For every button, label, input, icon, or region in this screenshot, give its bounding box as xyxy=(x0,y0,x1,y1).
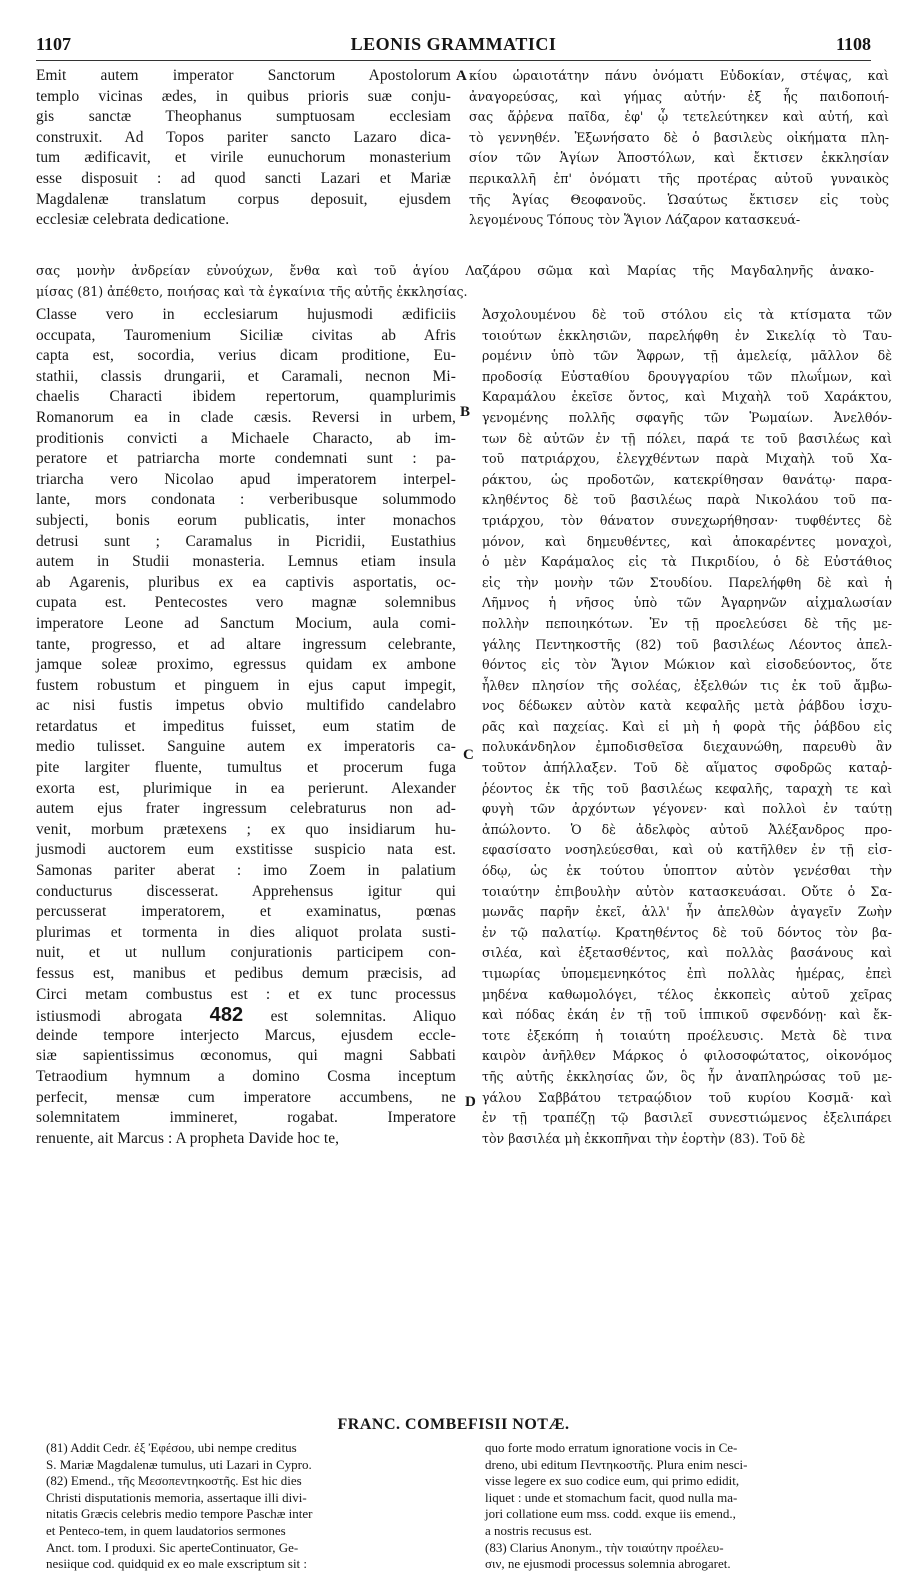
text-line: retardatus et impeditus fuisset, eum statim de xyxy=(36,717,456,735)
text-line: ὁ μὲν Καράμαλος εἰς τὰ Πικριδίου, ὁ δὲ Εὐστάθιος xyxy=(482,554,892,570)
text-line: Tetraodium hymnum a domino Cosma inceptum xyxy=(36,1067,456,1085)
text-line: tante, progresso, et ad altare ingressum celebrante, xyxy=(36,635,456,653)
text-line: tum ædificavit, et virile eunuchorum monasterium xyxy=(36,149,451,167)
text-line: τοιούτων ἐκκλησιῶν, παρελήφθη ἐν Σικελίᾳ τὸ Ταυ- xyxy=(482,327,892,343)
text-line: τοτε ἐξεκόπη ἡ τοιαύτη προέλευσις. Μετὰ δὲ τινα xyxy=(482,1027,892,1043)
text-line: ἦλθεν πλησίον τῆς σολέας, ἐξελθών τις ἐκ τοῦ ἄμβω- xyxy=(482,677,892,693)
text-line: πολλὴν πεποιηκότων. Ἐν τῇ προελεύσει δὲ τῆς με- xyxy=(482,615,892,631)
text-line: imperatore Leone ad Sanctum Mocium, aula comi- xyxy=(36,614,456,632)
text-line: venit, morbum prætexens ; ex quo insidiarum hu- xyxy=(36,820,456,838)
greek-column-main xyxy=(482,305,892,1149)
section-marker-b: B xyxy=(460,404,471,420)
text-line: τοῦ πατριάρχου, ἐλεγχθέντων παρὰ Μιχαὴλ τοῦ Χα- xyxy=(482,451,892,467)
text-line: Magdalenæ translatum corpus deposuit, ejusdem xyxy=(36,190,451,208)
text-line: fustem robustum et pinguem in ejus caput impegit, xyxy=(36,676,456,694)
text-line: renuente, ait Marcus : A propheta Davide hoc te, xyxy=(36,1129,340,1147)
note-line: quo forte modo erratum ignoratione vocis in Ce- xyxy=(485,1440,738,1455)
text-line: percusserat imperatorem, et examinatus, pœnas xyxy=(36,903,456,921)
text-line: κίου ὡραιοτάτην πάνυ ὀνόματι Εὐδοκίαν, στέψας, καὶ xyxy=(469,68,889,83)
text-line: fessus est, manibus et pedibus demum præcisis, ad xyxy=(36,965,456,982)
note-line: Anct. tom. I produxi. Sic aperteContinuator, Ge- xyxy=(46,1539,299,1555)
text-line: καιρὸν ἀνῆλθεν Μάρκος ὁ φιλοσοφώτατος, οἰκονόμος xyxy=(482,1048,892,1064)
text-line: ρᾶς καὶ παχείας. Καὶ εἰ μὴ ἡ φορὰ τῆς ῥάβδου εἰς xyxy=(482,718,892,734)
text-line: ράκτου, ὡς προδοτῶν, κατεκρίθησαν θανάτῳ· παρα- xyxy=(482,471,892,487)
text-line: Καραμάλου ἐκεῖσε ὄντος, καὶ Μιχαὴλ τοῦ Χαράκτου, xyxy=(482,389,892,405)
text-line: solemnitatem immineret, rogabat. Imperatore xyxy=(36,1109,456,1127)
text-line: jusmodi auctorem eum exstitisse suspicio nata est. xyxy=(36,841,456,859)
text-line: όδῳ, ὡς ἐκ τούτου ὑποπτον αὐτὸν γενέσθαι τὴν xyxy=(482,863,892,879)
text-line: σας μονὴν ἀνδρείαν εὐνούχων, ἔνθα καὶ τοῦ ἁγίου Λαζάρου σῶμα καὶ Μαρίας τῆς Μαγδαληνῆς ἀνακο- xyxy=(36,263,874,278)
note-line: (83) Clarius Anonym., τὴν τοιαύτην προέλευ- xyxy=(485,1539,724,1555)
text-line: autem ejus frater ingressum celebraturus non ad- xyxy=(36,800,456,818)
left-page-number: 1107 xyxy=(36,34,72,54)
text-line: μωνᾶς παρῆν ἐκεῖ, ἀλλ' ἦν ἀπελθὼν ἀγαγεῖν Ζωὴν xyxy=(482,904,892,920)
text-line: σας ἄῤῥενα παῖδα, ἐφ' ᾧ τετελεύτηκεν καὶ αὐτή, καὶ xyxy=(469,109,889,125)
notes-left-column xyxy=(46,1440,450,1573)
text-line: construxit. Ad Topos pariter sancto Lazaro dica- xyxy=(36,128,451,146)
text-line: templo vicinas ædes, in quibus prioris suæ conju- xyxy=(36,87,451,105)
latin-column-top xyxy=(36,66,451,231)
text-line: εἰς τὴν μονὴν τῶν Στουδίου. Παρελήφθη δὲ καὶ ἡ xyxy=(482,574,892,590)
text-line: τὸν βασιλέα μὴ ἐκκοπῆναι τὴν ἑορτὴν (83). Τοῦ δὲ xyxy=(482,1130,806,1146)
text-line: nuit, et ut nullum conjurationis participem con- xyxy=(36,944,456,962)
text-line: ab Agarenis, pluribus ex ea captivis asportatis, oc- xyxy=(36,573,456,591)
text-line: jamque soleæ proximo, egressus quidam ex ambone xyxy=(36,656,456,674)
text-line: σιλέα, καὶ ἐξετασθέντος, καὶ πολλὰς βασάνους καὶ xyxy=(482,945,892,961)
text-line: καὶ πόδας ἐκάη ἐν τῇ τοῦ ἱππικοῦ σφενδόνῃ· καὶ ἔκ- xyxy=(482,1007,892,1023)
text-line: peratore et patriarcha morte condemnati sunt : pa- xyxy=(36,450,456,468)
text-line: τοῦτον ἀπήλλαξεν. Τοῦ δὲ αἵματος σφοδρῶς καταῤ- xyxy=(482,760,892,776)
note-line: (82) Emend., τῆς Μεσοπεντηκοστῆς. Est hic dies xyxy=(46,1473,302,1489)
text-line: ρομένιν ὑπὸ τῶν Ἄφρων, τῇ ἀμελείᾳ, μᾶλλον δὲ xyxy=(482,348,892,364)
text-line: pite largiter fluente, tumultus et procerum fuga xyxy=(36,759,456,777)
note-line: dreno, ubi editum Πεντηκοστῆς. Plura enim nesci- xyxy=(485,1456,748,1472)
text-line: τοιαύτην ἐπιβουλὴν αὐτὸν κατασκευάσαι. Οὔτε ὁ Σα- xyxy=(482,883,892,899)
text-line: gis sanctæ Theophanus sumptuosam ecclesiam xyxy=(36,108,451,126)
text-line: Classe vero in ecclesiarum hujusmodi ædificiis xyxy=(36,306,456,323)
text-line: εφασίσατο νοσηλεύεσθαι, καὶ οὐ κατῆλθεν ἐν τῇ εἰσ- xyxy=(482,842,892,858)
text-line: μηδένα καθωμολόγει, τέλος ἐκκοπεὶς αὐτοῦ χεῖρας xyxy=(482,986,892,1002)
text-line: γάλης Πεντηκοστῆς (82) τοῦ βασιλέως Λέοντος ἀπελ- xyxy=(482,636,892,652)
text-line: lante, mors condonata : verberibusque solummodo xyxy=(36,491,456,509)
column-number: 482 xyxy=(209,1004,244,1027)
note-line: S. Mariæ Magdalenæ tumulus, uti Lazari in Cypro. xyxy=(46,1456,312,1472)
text-line: τιμωρίας ὑπομεμενηκότος ἐπὶ πολλὰς ἡμέρας, ἐπεὶ xyxy=(482,966,892,981)
text-line: ῥέοντος ἐκ τῆς τοῦ βασιλέως κεφαλῆς, ταραχὴ τε καὶ xyxy=(482,780,892,796)
text-line: cupata est. Pentecostes vero magnæ solemnibus xyxy=(36,594,456,612)
text-line: stathii, classis drungarii, et Caramali, necnon Mi- xyxy=(36,367,456,385)
text-line: deinde tempore interjecto Marcus, ejusdem eccle- xyxy=(36,1026,456,1044)
text-line: exorta est, plurimique in ea perierunt. Alexander xyxy=(36,779,456,797)
section-marker-d: D xyxy=(465,1094,476,1110)
right-page-number: 1108 xyxy=(835,34,871,54)
note-line: nitatis Græcis celebris medio tempore Paschæ inter xyxy=(46,1506,313,1522)
notes-title: FRANC. COMBEFISII NOTÆ. xyxy=(337,1416,570,1433)
note-line: (81) Addit Cedr. ἐξ Ἐφέσου, ubi nempe creditus xyxy=(46,1440,297,1455)
text-line: Emit autem imperator Sanctorum Apostolorum xyxy=(36,67,451,84)
text-line: προδοσίᾳ Εὐσταθίου δρουγγαρίου τῶν πλωΐμων, καὶ xyxy=(482,368,892,384)
running-title: LEONIS GRAMMATICI xyxy=(350,34,557,54)
note-line: visse legere ex suo codice eum, qui primo edidit, xyxy=(485,1473,740,1489)
text-line: subjecti, bonis eorum publicatis, inter monachos xyxy=(36,511,456,529)
text-line: occupata, Tauromenium Siciliæ civitas ab Afris xyxy=(36,326,456,344)
text-line: τῆς αὐτῆς ἐκκλησίας ὤν, ὃς ἦν ἀναπληρώσας τοῦ με- xyxy=(482,1068,892,1084)
text-line: conducturus discesserat. Apprehensus igitur qui xyxy=(36,882,456,900)
text-line: τῆς Ἁγίας Θεοφανοῦς. Ὡσαύτως ἔκτισεν εἰς τοὺς xyxy=(469,191,889,207)
text-line: γάλου Σαββάτου τετραῴδιον τοῦ κυρίου Κοσμᾶ· καὶ xyxy=(482,1089,892,1105)
text-line: siæ sapientissimus œconomus, qui magni Sabbati xyxy=(36,1047,456,1065)
text-line: istiusmodi abrogata 482 est solemnitas. Aliquo xyxy=(36,1004,456,1027)
text-line: περικαλλῆ ἐπ' ὀνόματι τῆς προτέρας αὐτοῦ γυναικὸς xyxy=(469,170,889,186)
text-line: λεγομένους Τόπους τὸν Ἅγιον Λάζαρον κατασκευά- xyxy=(469,212,801,228)
section-marker-a: A xyxy=(456,68,467,84)
text-line: triarcha vero Nicolao apud imperatorem interpel- xyxy=(36,470,456,488)
text-line: plurimas et tormenta in dies aliquot prolata susti- xyxy=(36,923,456,941)
text-line: proditionis convicti a Michaele Characto, ab im- xyxy=(36,429,456,447)
text-line: ἀναγορεύσας, καὶ γήμας αὐτήν· ἐξ ἧς παιδοποιή- xyxy=(469,88,889,104)
text-line: γενομένης πολλῆς σφαγῆς τῶν Ῥωμαίων. Ἀνελθόν- xyxy=(482,409,892,425)
text-line: perfecit, mensæ cum imperatore accumbens, ne xyxy=(36,1088,456,1106)
text-line: medio tulisset. Sanguine autem ex imperatoris ca- xyxy=(36,738,456,756)
text-line: ἐν τῷ παλατίῳ. Κρατηθέντος δὲ τοῦ δόντος τὸν βα- xyxy=(482,924,892,940)
text-line: σίον τῶν Ἁγίων Ἀποστόλων, καὶ ἔκτισεν ἐκκλησίαν xyxy=(469,150,889,166)
text-line: ac nisi fustis impetus obvio multifido candelabro xyxy=(36,697,456,715)
text-line: esse disposuit : ad quod sancti Lazari et Mariæ xyxy=(36,169,451,187)
text-line: πολυκάνδηλον ἐμποδισθεῖσα διεχαυνώθη, παρευθὺ ἂν xyxy=(482,739,892,755)
latin-column-main xyxy=(36,305,456,1149)
text-line: κληθέντος δὲ τοῦ βασιλέως παρὰ Νικολάου τοῦ πα- xyxy=(482,492,892,508)
text-line: autem in Studii monasteria. Lemnus etiam insula xyxy=(36,553,456,571)
greek-full-width-lines xyxy=(36,261,874,302)
note-line: jori collatione eum mss. codd. exque iis emend., xyxy=(485,1506,736,1522)
text-line: Circi metam combustus est : et ex tunc processus xyxy=(36,985,456,1003)
greek-column-top xyxy=(469,66,889,231)
note-line: σιν, ne ejusmodi processus solemnia abrogaret. xyxy=(485,1556,731,1572)
text-line: Ἀσχολουμένου δὲ τοῦ στόλου εἰς τὰ κτίσματα τῶν xyxy=(482,307,892,322)
text-line: Samonas pariter aberat : imo Zoem in palatium xyxy=(36,862,456,880)
text-line: νος δέδωκεν αὐτὸν κατὰ κεφαλῆς μετὰ ῥάβδου ἰσχυ- xyxy=(482,698,892,714)
text-line: ἀπώλοντο. Ὁ δὲ ἀδελφὸς αὐτοῦ Ἀλέξανδρος προ- xyxy=(482,821,892,837)
text-line: Romanorum ea in clade cæsis. Reversi in urbem, xyxy=(36,408,456,426)
text-line: ecclesiæ celebrata dedicatione. xyxy=(36,211,230,229)
note-line: et Penteco-tem, in quem laudatorios sermones xyxy=(46,1522,286,1538)
text-line: μίσας (81) ἀπέθετο, ποιήσας καὶ τὰ ἐγκαίνια τῆς αὐτῆς ἐκκλησίας. xyxy=(36,283,468,299)
text-line: ἐν τῇ τραπέζῃ τῷ βασιλεῖ συνεστιώμενος ἐξελιπάρει xyxy=(482,1110,892,1126)
text-line: τὸ γεννηθέν. Ἐξωνήσατο δὲ ὁ βασιλεὺς οἰκήματα πλη- xyxy=(469,129,889,145)
text-line: μόνον, καὶ δημευθέντες, καὶ ἀποκαρέντες μοναχοὶ, xyxy=(482,533,892,549)
section-marker-c: C xyxy=(463,747,474,763)
text-line: θόντος εἰς τὸν Ἅγιον Μώκιον καὶ εἰσοδεύοντος, ὅτε xyxy=(482,657,892,673)
text-line: των δὲ αὐτῶν ἐν τῇ πόλει, παρά τε τοῦ βασιλέως καὶ xyxy=(482,430,892,446)
page-header xyxy=(36,34,871,60)
notes-right-column xyxy=(485,1440,877,1573)
note-line: liquet : unde et stomachum facit, quod nulla ma- xyxy=(485,1489,738,1505)
text-line: τριάρχου, τὸν θάνατον συνεχωρήθησαν· τυφθέντες δὲ xyxy=(482,512,892,528)
text-line: Λῆμνος ἡ νῆσος ὑπὸ τῶν Ἀγαρηνῶν αἰχμαλωσίαν xyxy=(482,595,892,611)
note-line: Christi disputationis memoria, assertaque illi divi- xyxy=(46,1489,307,1505)
text-line: capta est, socordia, verius dicam proditione, Eu- xyxy=(36,347,456,365)
note-line: a nostris recusus est. xyxy=(485,1522,592,1538)
note-line: nesiique cod. quidquid ex eo male exscriptum sit : xyxy=(46,1556,308,1572)
text-line: detrusi sunt ; Caramalus in Picridii, Eustathius xyxy=(36,532,456,550)
text-line: chaelis Characti ibidem repertorum, quamplurimis xyxy=(36,388,456,406)
header-rule xyxy=(36,60,871,61)
text-line: φυγὴ τῶν ἀρχόντων γέγονεν· καὶ πολλοὶ ἐν ταύτῃ xyxy=(482,801,892,817)
